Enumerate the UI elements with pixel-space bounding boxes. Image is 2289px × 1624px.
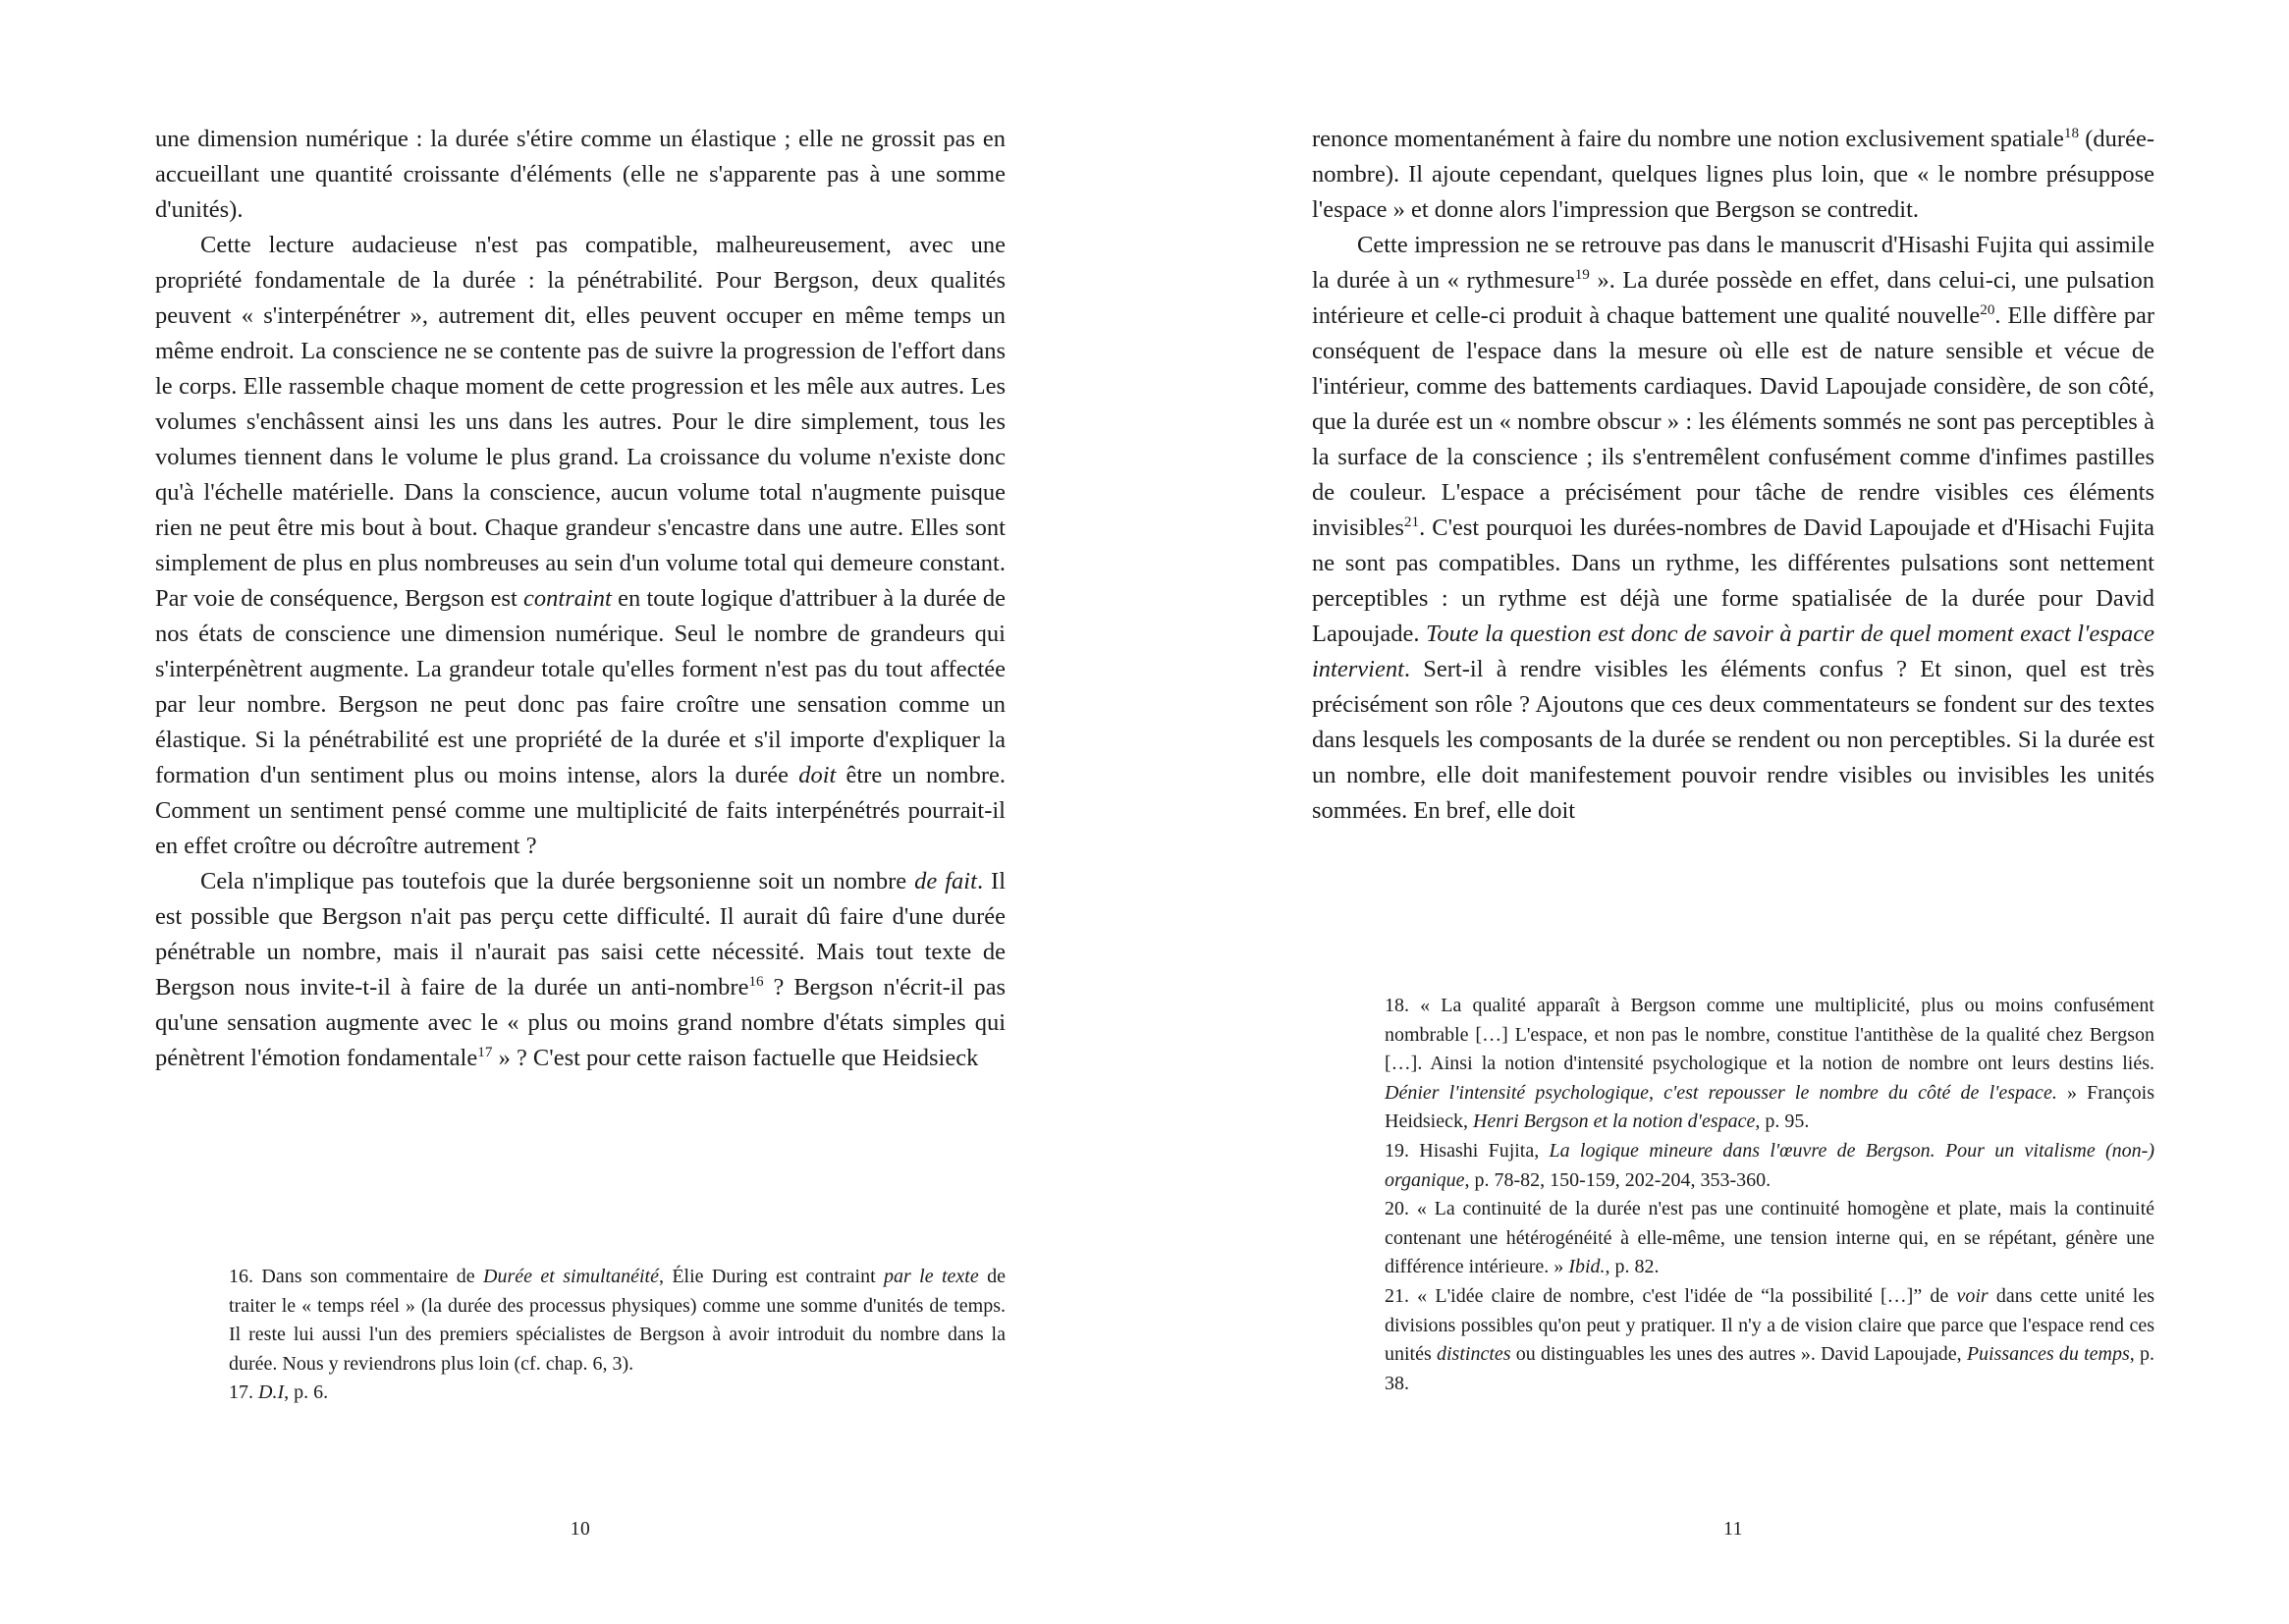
footnote-reference: 18 bbox=[2063, 124, 2080, 141]
text-run: ? Bergson n'écrit-il pas qu'une sensation augmente avec le « plus ou moins grand nombre d'états simples qui pénètrent l'émotion fondamentale bbox=[155, 974, 1006, 1071]
text-run: » François Heidsieck, bbox=[1385, 1081, 2154, 1133]
text-run: , p. 38. bbox=[1385, 1343, 2154, 1394]
text-run: 16. Dans son commentaire de bbox=[229, 1266, 484, 1287]
footnote bbox=[229, 1263, 1006, 1379]
italic-text-run: D.I bbox=[258, 1381, 285, 1404]
italic-text-run: Dénier l'intensité psychologique, c'est repousser le nombre du côté de l'espace. bbox=[1385, 1081, 2057, 1104]
footnote-reference: 16 bbox=[748, 972, 764, 990]
text-run: (durée-nombre). Il ajoute cependant, quelques lignes plus loin, que « le nombre présuppose l'espace » et donne alors l'impression que Bergson se contredit. bbox=[1312, 126, 2154, 223]
paragraph bbox=[155, 122, 1006, 228]
italic-text-run: Toute la question est donc de savoir à partir de quel moment exact l'espace intervient bbox=[1312, 621, 2154, 682]
footnotes-block bbox=[229, 1263, 1006, 1408]
footnote-reference: 19 bbox=[1574, 265, 1590, 283]
italic-text-run: par le texte bbox=[884, 1266, 979, 1287]
text-run: être un nombre. Comment un sentiment pensé comme une multiplicité de faits interpénétrés pourrait-il en effet croître ou décroître autrement ? bbox=[155, 762, 1006, 859]
text-run: de traiter le « temps réel » (la durée des processus physiques) comme une somme d'unités de temps. Il reste lui aussi l'un des premiers spécialistes de Bergson à avoir introduit du nombre dans la durée. Nous y reviendrons plus loin (cf. chap. 6, 3). bbox=[229, 1266, 1006, 1375]
italic-text-run: Durée et simultanéité bbox=[483, 1266, 659, 1287]
footnote bbox=[1385, 1137, 2154, 1195]
footnote bbox=[1385, 992, 2154, 1137]
italic-text-run: voir bbox=[1956, 1284, 1989, 1307]
italic-text-run: Puissances du temps bbox=[1966, 1343, 2130, 1366]
italic-text-run: La logique mineure dans l'œuvre de Bergson. Pour un vitalisme (non-) organique bbox=[1385, 1139, 2154, 1191]
paragraph bbox=[155, 864, 1006, 1076]
page-body-text bbox=[155, 122, 1006, 1076]
text-run: ». La durée possède en effet, dans celui-ci, une pulsation intérieure et celle-ci produit à chaque battement une qualité nouvelle bbox=[1312, 267, 2154, 329]
text-run: 19. Hisashi Fujita, bbox=[1385, 1139, 1550, 1162]
footnote bbox=[1385, 1195, 2154, 1282]
page-body-text bbox=[1312, 122, 2154, 829]
page-number: 10 bbox=[570, 1519, 591, 1540]
text-run: , p. 78-82, 150-159, 202-204, 353-360. bbox=[1464, 1168, 1771, 1191]
text-run: ou distinguables les unes des autres ». David Lapoujade, bbox=[1510, 1343, 1967, 1366]
footnote bbox=[229, 1379, 1006, 1408]
text-run: . Sert-il à rendre visibles les éléments confus ? Et sinon, quel est très précisément son rôle ? Ajoutons que ces deux commentateurs se fondent sur des textes dans lesquels les composants de la durée se rendent ou non perceptibles. Si la durée est un nombre, elle doit manifestement pouvoir rendre visibles ou invisibles les unités sommées. En bref, elle doit bbox=[1312, 656, 2154, 824]
text-run: . Elle diffère par conséquent de l'espace dans la mesure où elle est de nature sensible et vécue de l'intérieur, comme des battements cardiaques. David Lapoujade considère, de son côté, que la durée est un « nombre obscur » : les éléments sommés ne sont pas perceptibles à la surface de la conscience ; ils s'entremêlent confusément comme d'infimes pastilles de couleur. L'espace a précisément pour tâche de rendre visibles ces éléments invisibles bbox=[1312, 302, 2154, 541]
text-run: , p. 95. bbox=[1755, 1110, 1810, 1133]
text-run: Cela n'implique pas toutefois que la durée bergsonienne soit un nombre bbox=[200, 868, 915, 894]
page-number: 11 bbox=[1723, 1519, 1743, 1540]
italic-text-run: de fait bbox=[914, 868, 977, 894]
text-run: dans cette unité les divisions possibles qu'on peut y pratiquer. Il n'y a de vision claire que parce que l'espace rend ces unités bbox=[1385, 1284, 2154, 1366]
text-run: une dimension numérique : la durée s'étire comme un élastique ; elle ne grossit pas en accueillant une quantité croissante d'éléments (elle ne s'apparente pas à une somme d'unités). bbox=[155, 126, 1006, 223]
footnote-reference: 21 bbox=[1403, 513, 1420, 530]
text-run: Cette impression ne se retrouve pas dans le manuscrit d'Hisashi Fujita qui assimile la durée à un « rythmesure bbox=[1312, 232, 2154, 294]
text-run: , p. 82. bbox=[1605, 1256, 1660, 1278]
paragraph bbox=[155, 228, 1006, 864]
italic-text-run: distinctes bbox=[1437, 1343, 1511, 1366]
text-run: . C'est pourquoi les durées-nombres de David Lapoujade et d'Hisachi Fujita ne sont pas compatibles. Dans un rythme, les différentes pulsations sont nettement perceptibles : un rythme est déjà une forme spatialisée de la durée pour David Lapoujade. bbox=[1312, 514, 2154, 647]
footnote bbox=[1385, 1282, 2154, 1398]
paragraph bbox=[1312, 228, 2154, 829]
italic-text-run: Henri Bergson et la notion d'espace bbox=[1472, 1110, 1756, 1133]
italic-text-run: contraint bbox=[523, 585, 612, 612]
text-run: 17. bbox=[229, 1381, 258, 1404]
footnotes-block bbox=[1385, 992, 2154, 1398]
footnote-reference: 20 bbox=[1980, 300, 1995, 318]
text-run: , p. 6. bbox=[284, 1381, 329, 1404]
text-run: Cette lecture audacieuse n'est pas compatible, malheureusement, avec une propriété fondamentale de la durée : la pénétrabilité. Pour Bergson, deux qualités peuvent « s'interpénétrer », autrement dit, elles peuvent occuper en même temps un même endroit. La conscience ne se contente pas de suivre la progression de l'effort dans le corps. Elle rassemble chaque moment de cette progression et les mêle aux autres. Les volumes s'enchâssent ainsi les uns dans les autres. Pour le dire simplement, tous les volumes tiennent dans le volume le plus grand. La croissance du volume n'existe donc qu'à l'échelle matérielle. Dans la conscience, aucun volume total n'augmente puisque rien ne peut être mis bout à bout. Chaque grandeur s'encastre dans une autre. Elles sont simplement de plus en plus nombreuses au sein d'un volume total qui demeure constant. Par voie de conséquence, Bergson est bbox=[155, 232, 1006, 612]
text-run: 20. « La continuité de la durée n'est pas une continuité homogène et plate, mais la continuité contenant une hétérogénéité à elle-même, une tension interne qui, en se répétant, génère une différence intérieure. » bbox=[1385, 1198, 2154, 1278]
text-run: » ? C'est pour cette raison factuelle que Heidsieck bbox=[492, 1045, 979, 1071]
text-run: renonce momentanément à faire du nombre une notion exclusivement spatiale bbox=[1312, 126, 2064, 152]
italic-text-run: Ibid. bbox=[1568, 1256, 1606, 1278]
paragraph bbox=[1312, 122, 2154, 228]
text-run: . Il est possible que Bergson n'ait pas perçu cette difficulté. Il aurait dû faire d'une durée pénétrable un nombre, mais il n'aurait pas saisi cette nécessité. Mais tout texte de Bergson nous invite-t-il à faire de la durée un anti-nombre bbox=[155, 868, 1007, 1001]
italic-text-run: doit bbox=[798, 762, 837, 788]
text-run: 18. « La qualité apparaît à Bergson comme une multiplicité, plus ou moins confusément nombrable […] L'espace, et non pas le nombre, constitue l'antithèse de la qualité chez Bergson […]. Ainsi la notion d'intensité psychologique et la notion de nombre ont leurs destins liés. bbox=[1385, 995, 2154, 1075]
text-run: , Élie During est contraint bbox=[658, 1266, 885, 1287]
text-run: en toute logique d'attribuer à la durée de nos états de conscience une dimension numérique. Seul le nombre de grandeurs qui s'interpénètrent augmente. La grandeur totale qu'elles forment n'est pas du tout affectée par leur nombre. Bergson ne peut donc pas faire croître une sensation comme un élastique. Si la pénétrabilité est une propriété de la durée et s'il importe d'expliquer la formation d'un sentiment plus ou moins intense, alors la durée bbox=[155, 585, 1006, 788]
text-run: 21. « L'idée claire de nombre, c'est l'idée de “la possibilité […]” de bbox=[1385, 1284, 1957, 1307]
page-right bbox=[1145, 0, 2289, 1624]
footnote-reference: 17 bbox=[477, 1043, 493, 1060]
page-left bbox=[0, 0, 1144, 1624]
